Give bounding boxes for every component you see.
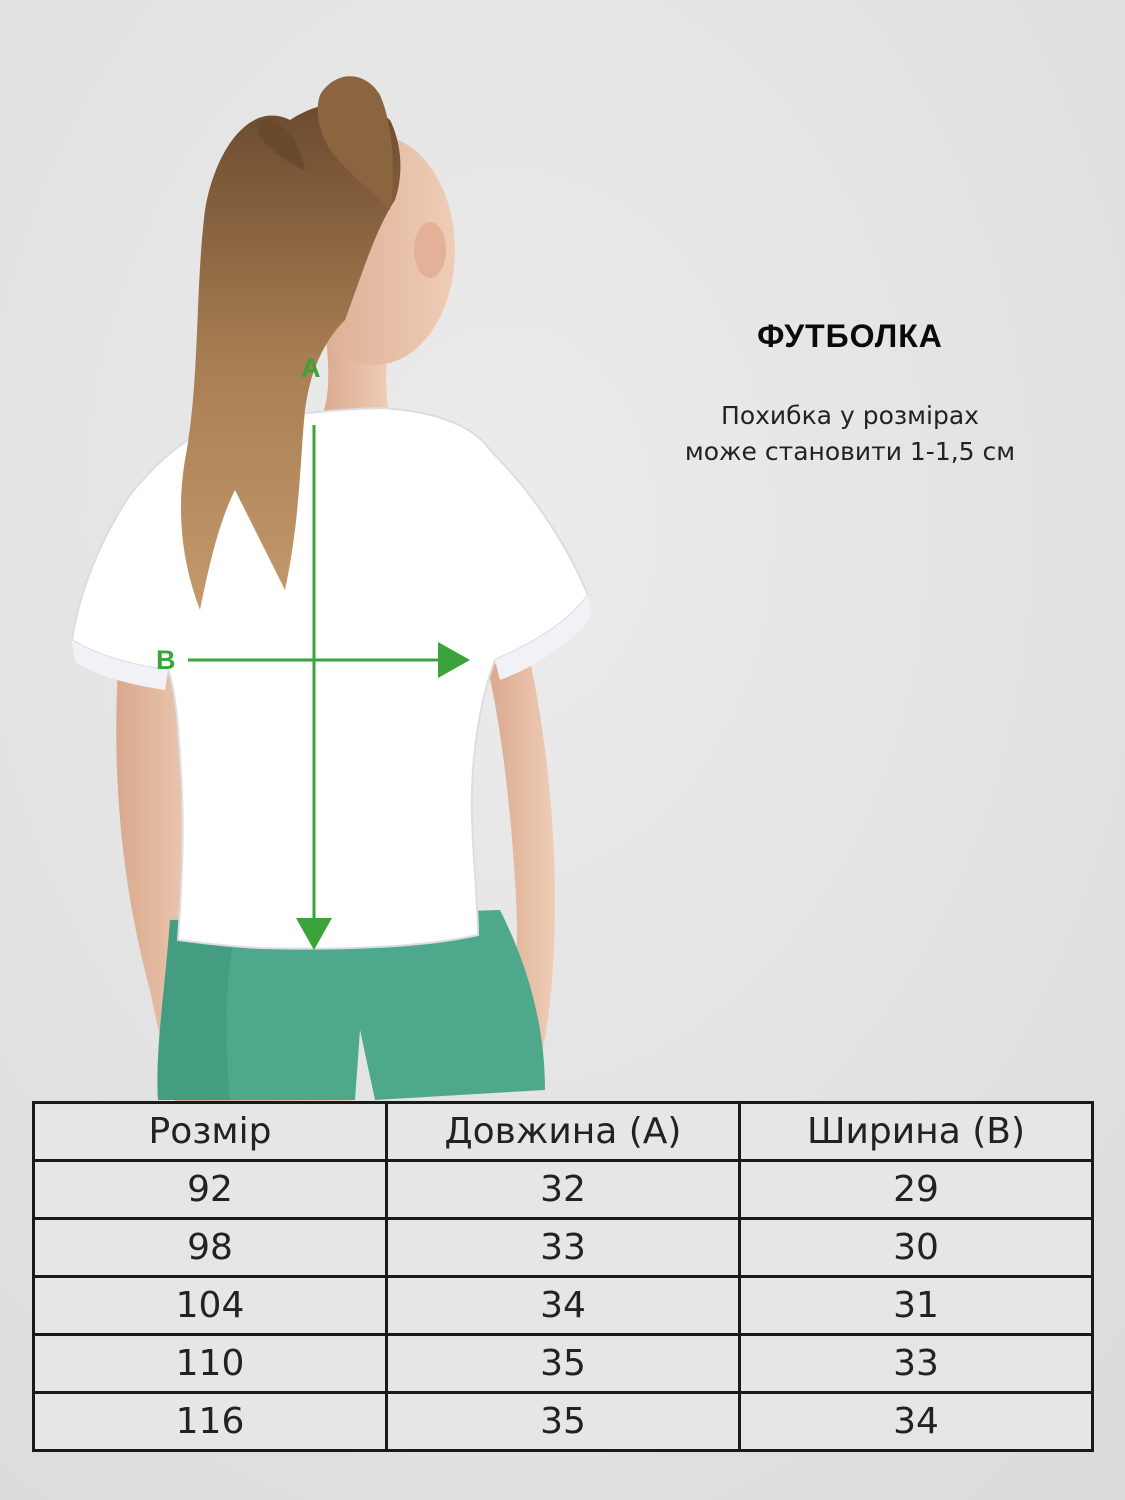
- cell-length: 35: [387, 1335, 740, 1393]
- table-row: [34, 1335, 1093, 1393]
- table-row: [34, 1161, 1093, 1219]
- cell-size: 116: [34, 1393, 387, 1451]
- cell-size: 110: [34, 1335, 387, 1393]
- header-length: Довжина (A): [387, 1103, 740, 1161]
- note-line-1: Похибка у розмірах: [721, 401, 979, 430]
- header-size: Розмір: [34, 1103, 387, 1161]
- table-header-row: [34, 1103, 1093, 1161]
- cell-length: 35: [387, 1393, 740, 1451]
- product-title: ФУТБОЛКА: [757, 318, 943, 354]
- cell-width: 29: [740, 1161, 1093, 1219]
- cell-width: 30: [740, 1219, 1093, 1277]
- note-line-2: може становити 1-1,5 см: [684, 437, 1016, 466]
- marker-b-label: B: [156, 645, 176, 675]
- cell-width: 34: [740, 1393, 1093, 1451]
- table-row: [34, 1219, 1093, 1277]
- table-row: [34, 1393, 1093, 1451]
- cell-length: 32: [387, 1161, 740, 1219]
- size-tolerance-note: [640, 398, 1060, 470]
- cell-width: 33: [740, 1335, 1093, 1393]
- cell-size: 98: [34, 1219, 387, 1277]
- cell-length: 33: [387, 1219, 740, 1277]
- marker-a-label: A: [301, 353, 321, 383]
- header-width: Ширина (B): [740, 1103, 1093, 1161]
- cell-size: 104: [34, 1277, 387, 1335]
- cell-width: 31: [740, 1277, 1093, 1335]
- cell-size: 92: [34, 1161, 387, 1219]
- cell-length: 34: [387, 1277, 740, 1335]
- size-table: [32, 1101, 1094, 1452]
- table-row: [34, 1277, 1093, 1335]
